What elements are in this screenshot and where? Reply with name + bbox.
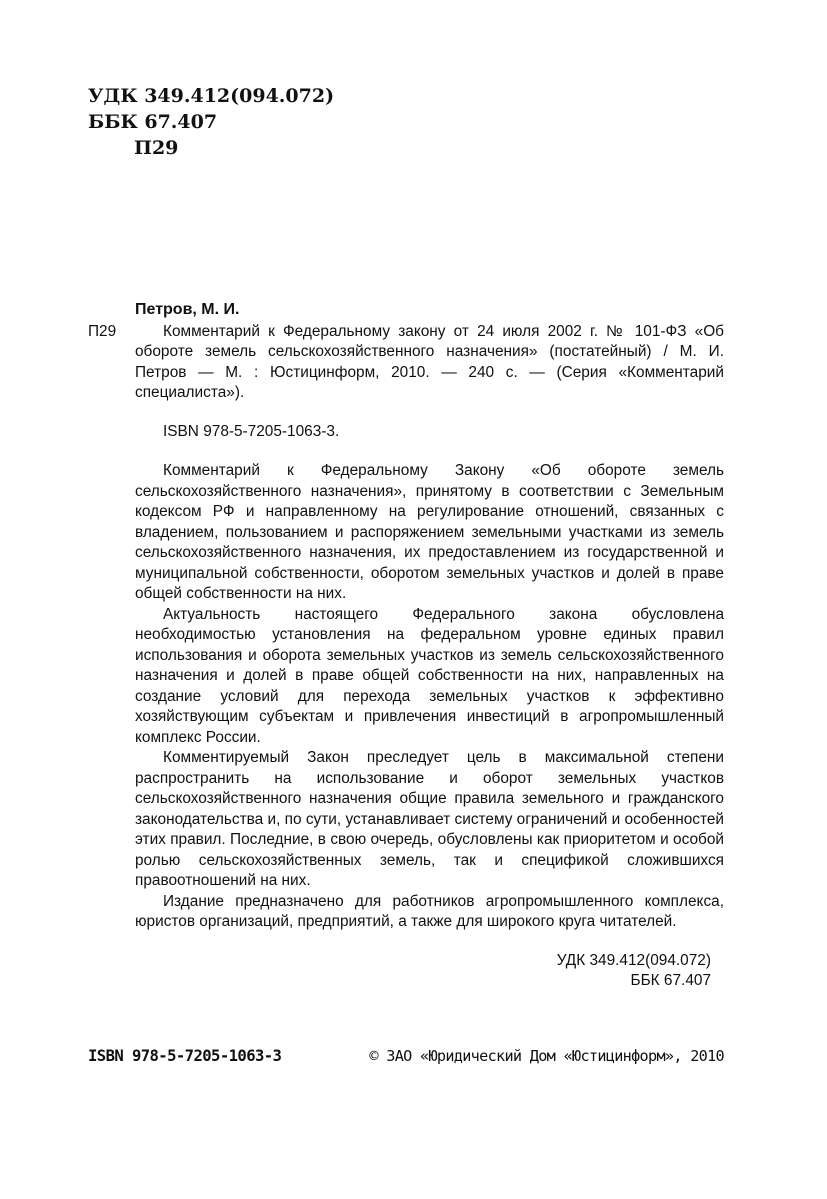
annotation-paragraph: Издание предназначено для работников агропромышленного комплекса, юристов организаций, предприятий, а также для широкого круга читателей. [135,892,724,930]
annotation-paragraph: Комментируемый Закон преследует цель в максимальной степени распространить на использование и оборот земельных участков сельскохозяйственного назначения общие правила земельного и гражданского законодательства и, по сути, устанавливает систему ограничений и особенностей этих правил. Последние, в свою очередь, обусловлены как приоритетом и особой ролью сельскохозяйственных земель, так и спецификой сложившихся правоотношений на них. [135,749,724,889]
bbk-code: ББК 67.407 [88,111,218,133]
catalog-entry [88,300,724,992]
footer-isbn: ISBN 978-5-7205-1063-3 [88,1047,282,1065]
entry-isbn: ISBN 978-5-7205-1063-3. [163,422,340,440]
index-udk: УДК 349.412(094.072) [556,951,711,969]
bibliographic-description: Комментарий к Федеральному закону от 24 июля 2002 г. № 101-ФЗ «Об обороте земель сельскохозяйственного назначения» (постатейный) / М. И. Петров — М. : Юстицинформ, 2010. — 240 с. — (Серия «Комментарий специалиста»). [135,322,724,401]
copyright-notice: © ЗАО «Юридический Дом «Юстицинформ», 2010 [369,1047,724,1065]
imprint-footer [88,1047,724,1075]
udk-code: УДК 349.412(094.072) [88,85,335,107]
author-name: Петров, М. И. [135,301,240,318]
author-mark: П29 [134,137,179,159]
index-bbk: ББК 67.407 [630,972,711,989]
annotation [135,461,724,933]
annotation-paragraph: Комментарий к Федеральному Закону «Об обороте земель сельскохозяйственного назначения», принятому в соответствии с Земельным кодексом РФ и направленному на регулирование отношений, связанных с владением, пользованием и распоряжением земельными участками из земель сельскохозяйственного назначения, их предоставлением из государственной и муниципальной собственности, оборотом земельных участков и долей в праве общей собственности на них. [135,462,724,602]
entry-author-mark: П29 [88,322,117,340]
annotation-paragraph: Актуальность настоящего Федерального закона обусловлена необходимостью установления на федеральном уровне единых правил использования и оборота земельных участков из земель сельскохозяйственного назначения и долей в праве общей собственности на них, направленных на создание условий для перехода земельных участков к эффективно хозяйствующим субъектам и привлечения инвестиций в агропромышленный комплекс России. [135,605,724,746]
classification-block [88,83,334,161]
entry-body [88,322,724,404]
index-codes [135,951,711,992]
